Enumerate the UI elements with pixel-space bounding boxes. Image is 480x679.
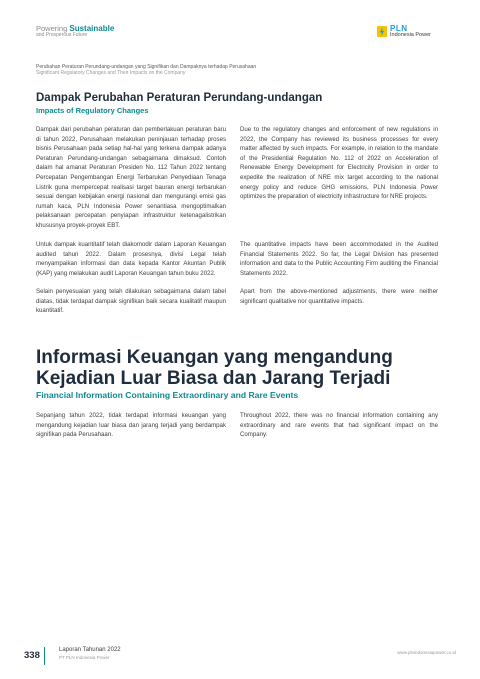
logo-sub: Indonesia Power — [390, 32, 431, 38]
section2-title: Informasi Keuangan yang mengandung Kejadian Luar Biasa dan Jarang Terjadi — [36, 347, 393, 389]
section1-p1-id: Dampak dari perubahan peraturan dan pemberlakuan peraturan baru di tahun 2022, Perusahaan melakukan peninjauan terhadap proses bisnis Perusahaan pada setiap hal-hal yang terkena dampak adanya Peraturan Perundang-undangan sebagaimana dimaksud. Contoh dalam hal amanat Peraturan Presiden No. 112 Tahun 2022 tentang Percepatan Pengembangan Energi Terbarukan Penyediaan Tenaga Listrik guna mempercepat realisasi target bauran energi terbarukan sesuai dengan kebijakan energi nasional dan mengurangi emisi gas rumah kaca, PLN Indonesia Power senantiasa mengoptimalkan pelaksanaan percepatan penyiapan infrastruktur ketenagalistrikan khususnya proyek-proyek EBT. — [36, 126, 226, 229]
logo-name: PLN — [390, 24, 408, 33]
section2-p1-en: Throughout 2022, there was no financial information containing any extraordinary and rare events that had significant impact on the Company. — [240, 412, 438, 439]
header-tagline — [36, 25, 114, 39]
section1-p3-id: Selain penyesuaian yang telah dilakukan sebagaimana dalam tabel diatas, tidak terdapat dampak signifikan baik secara kualitatif maupun kuantitatif. — [36, 288, 226, 315]
section2-p1-id: Sepanjang tahun 2022, tidak terdapat informasi keuangan yang mengandung kejadian luar biasa dan jarang terjadi yang berdampak signifikan pada Perusahaan. — [36, 412, 226, 439]
section1-p2-en: The quantitative impacts have been accommodated in the Audited Financial Statements 2022. So far, the Legal Division has presented information and data to the Public Accounting Firm auditing the Financial Statements 2022. — [240, 241, 438, 277]
tagline-highlight: Sustainable — [69, 24, 115, 33]
section1-subtitle: Impacts of Regulatory Changes — [36, 106, 149, 115]
tagline-prefix: Powering — [36, 24, 68, 33]
tagline-line2: and Prosperous Future — [36, 32, 88, 39]
footer-divider — [44, 647, 45, 665]
section1-p2-id: Untuk dampak kuantitatif telah diakomodir dalam Laporan Keuangan audited tahun 2022. Dalam prosesnya, divisi Legal telah menyampaikan informasi dan data kepada Kantor Akuntan Publik (KAP) yang melakukan audit Laporan Keuangan tahun buku 2022. — [36, 241, 226, 277]
breadcrumb-id: Perubahan Peraturan Perundang-undangan yang Signifikan dan Dampaknya terhadap Perusahaan — [36, 64, 257, 70]
company-name: PT PLN Indonesia Power — [59, 655, 110, 660]
breadcrumb-en: Significant Regulatory Changes and Their Impacts on the Company — [36, 70, 186, 76]
section2-subtitle: Financial Information Containing Extraordinary and Rare Events — [36, 390, 299, 400]
page-number: 338 — [24, 650, 40, 661]
section1-title: Dampak Perubahan Peraturan Perundang-undangan — [36, 92, 323, 104]
website-link[interactable]: www.plnindonesiapower.co.id — [397, 650, 456, 655]
section1-p3-en: Apart from the above-mentioned adjustments, there were neither significant qualitative nor quantitative impacts. — [240, 288, 438, 305]
page-footer — [24, 645, 456, 667]
breadcrumb — [36, 64, 256, 76]
section1-p1-en: Due to the regulatory changes and enforcement of new regulations in 2022, the Company has reviewed its business processes for every matter affected by such impacts. For example, in relation to the mandate of the Presidential Regulation No. 112 of 2022 on Acceleration of Renewable Energy Development for Electricity Provision in order to expedite the realization of NRE mix target according to the national energy policy and reduce GHG emissions, PLN Indonesia Power optimizes the preparation of electricity infrastructure for NRE projects. — [240, 126, 438, 201]
pln-lightning-icon — [377, 26, 387, 37]
pln-logo — [377, 25, 431, 39]
report-title: Laporan Tahunan 2022 — [59, 647, 121, 653]
